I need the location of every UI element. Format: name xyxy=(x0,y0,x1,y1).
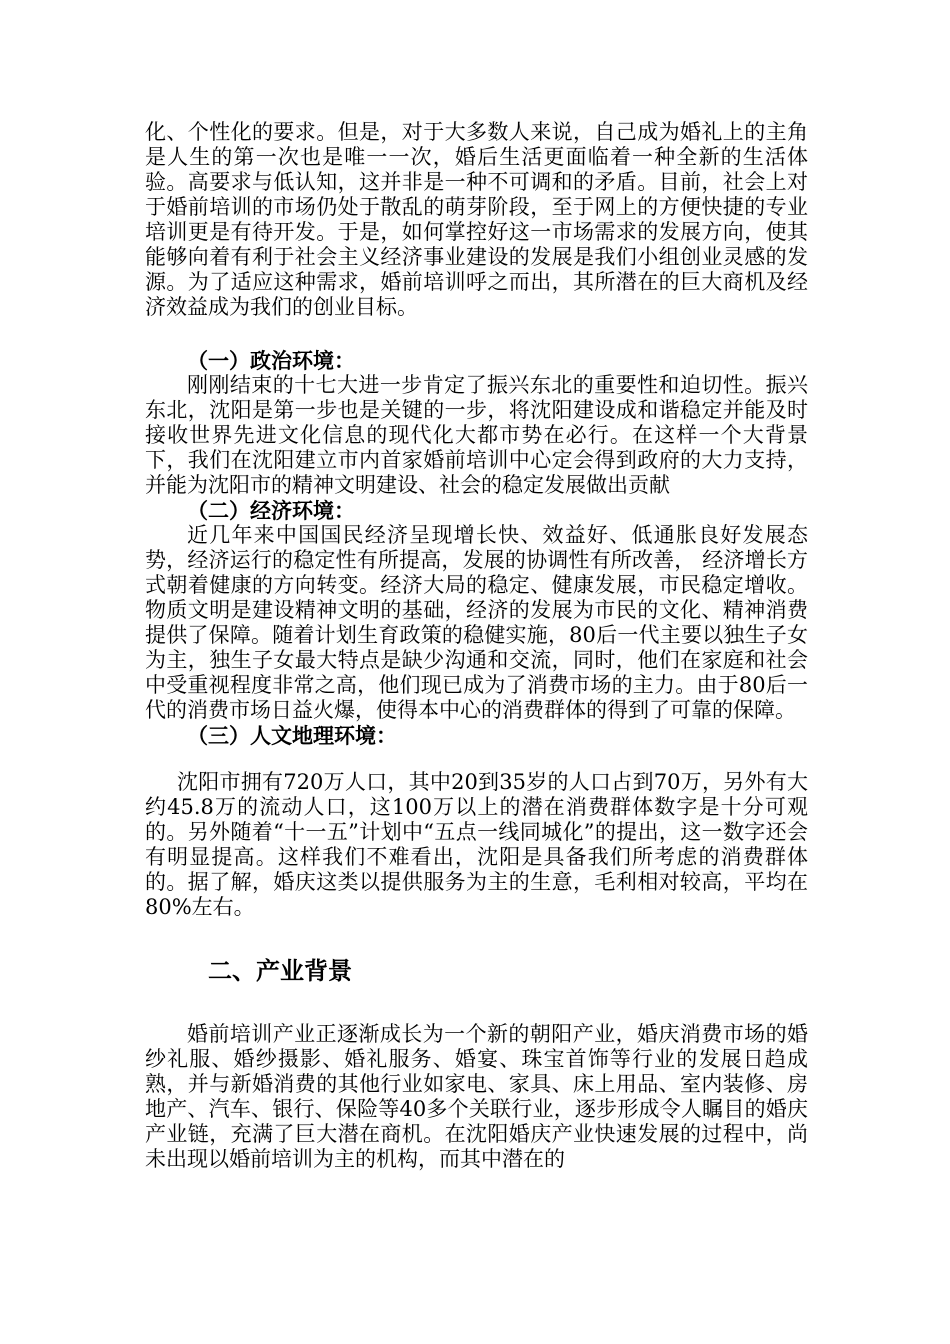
heading-political-environment: （一）政治环境： xyxy=(187,348,355,373)
section-title-industry-background: 二、产业背景 xyxy=(208,956,352,985)
industry-paragraph: 婚前培训产业正逐渐成长为一个新的朝阳产业，婚庆消费市场的婚纱礼服、婚纱摄影、婚礼服务、婚宴、珠宝首饰等行业的发展日趋成熟，并与新婚消费的其他行业如家电、家具、床上用品、室内装修、房地产、汽车、银行、保险等40多个关联行业，逐步形成令人瞩目的婚庆产业链，充满了巨大潜在商机。在沈阳婚庆产业快速发展的过程中，尚未出现以婚前培训为主的机构，而其中潜在的 xyxy=(145,1022,808,1171)
document-page xyxy=(145,120,808,1172)
humanities-paragraph: 沈阳市拥有720万人口，其中20到35岁的人口占到70万，另外有大约45.8万的流动人口，这100万以上的潜在消费群体数字是十分可观的。另外随着“十一五”计划中“五点一线同城化”的提出，这一数字还会有明显提高。这样我们不难看出，沈阳是具备我们所考虑的消费群体的。据了解，婚庆这类以提供服务为主的生意，毛利相对较高，平均在80%左右。 xyxy=(145,770,808,919)
heading-economic-environment: （二）经济环境： xyxy=(187,498,355,523)
spacer xyxy=(145,320,808,348)
spacer xyxy=(145,920,808,956)
spacer xyxy=(145,986,808,1022)
intro-paragraph: 化、个性化的要求。但是，对于大多数人来说，自己成为婚礼上的主角是人生的第一次也是唯一一次，婚后生活更面临着一种全新的生活体验。高要求与低认知，这并非是一种不可调和的矛盾。目前，社会上对于婚前培训的市场仍处于散乱的萌芽阶段，至于网上的方便快捷的专业培训更是有待开发。于是，如何掌控好这一市场需求的发展方向，使其能够向着有利于社会主义经济事业建设的发展是我们小组创业灵感的发源。为了适应这种需求，婚前培训呼之而出，其所潜在的巨大商机及经济效益成为我们的创业目标。 xyxy=(145,120,808,319)
political-paragraph: 刚刚结束的十七大进一步肯定了振兴东北的重要性和迫切性。振兴东北，沈阳是第一步也是关键的一步，将沈阳建设成和谐稳定并能及时接收世界先进文化信息的现代化大都市势在必行。在这样一个大背景下，我们在沈阳建立市内首家婚前培训中心定会得到政府的大力支持，并能为沈阳市的精神文明建设、社会的稳定发展做出贡献 xyxy=(145,373,808,497)
economic-paragraph: 近几年来中国国民经济呈现增长快、效益好、低通胀良好发展态势，经济运行的稳定性有所提高，发展的协调性有所改善， 经济增长方式朝着健康的方向转变。经济大局的稳定、健康发展，市民稳定增收。物质文明是建设精神文明的基础，经济的发展为市民的文化、精神消费提供了保障。随着计划生育政策的稳健实施，80后一代主要以独生子女为主，独生子女最大特点是缺少沟通和交流，同时，他们在家庭和社会中受重视程度非常之高，他们现已成为了消费市场的主力。由于80后一代的消费市场日益火爆，使得本中心的消费群体的得到了可靠的保障。 xyxy=(145,523,808,722)
spacer xyxy=(145,748,808,770)
heading-humanities-environment: （三）人文地理环境： xyxy=(187,723,397,748)
